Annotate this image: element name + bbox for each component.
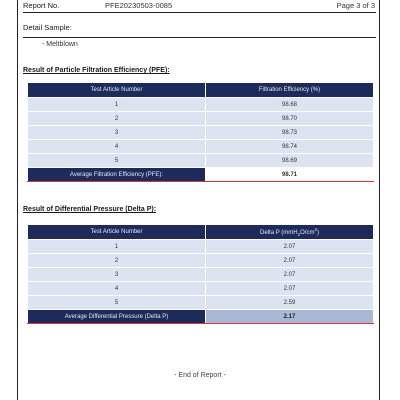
detail-sample-item: - Meltblown: [42, 41, 78, 48]
pfe-value-cell: 98.73: [206, 126, 374, 140]
pfe-value-cell: 98.69: [206, 154, 374, 168]
dp-value-cell: 2.59: [206, 296, 374, 310]
table-row: [28, 268, 374, 282]
dp-col-value-mid: O/cm: [300, 229, 315, 236]
dp-value-cell: 2.07: [206, 282, 374, 296]
report-number-label: Report No.: [23, 1, 60, 10]
dp-article-cell: 4: [28, 282, 206, 296]
report-number-value: PFE20230503-0085: [105, 1, 173, 10]
pfe-article-cell: 4: [28, 140, 206, 154]
detail-sample-label: Detail Sample:: [23, 23, 72, 32]
pfe-average-label: Average Filtration Efficiency (PFE):: [28, 168, 206, 182]
table-row: [28, 98, 374, 112]
table-row: [28, 296, 374, 310]
pfe-value-cell: 98.68: [206, 98, 374, 112]
pfe-table: [27, 82, 374, 182]
pfe-value-cell: 98.74: [206, 140, 374, 154]
pfe-col-article: Test Article Number: [28, 83, 206, 98]
pfe-average-row: [28, 168, 374, 182]
table-row: [28, 140, 374, 154]
dp-col-article: Test Article Number: [28, 225, 206, 240]
dp-col-value-prefix: Delta P (mmH: [260, 229, 298, 236]
detail-divider: [23, 37, 376, 38]
dp-average-value: 2.17: [206, 310, 374, 324]
dp-value-cell: 2.07: [206, 254, 374, 268]
dp-article-cell: 3: [28, 268, 206, 282]
dp-average-label: Average Differential Pressure (Delta P): [28, 310, 206, 324]
dp-col-value-sup: 2: [314, 226, 317, 232]
report-page: [17, 0, 380, 400]
dp-article-cell: 2: [28, 254, 206, 268]
report-header: [23, 0, 375, 12]
pfe-value-cell: 98.70: [206, 112, 374, 126]
dp-article-cell: 5: [28, 296, 206, 310]
pfe-average-value: 98.71: [206, 168, 374, 182]
pfe-article-cell: 1: [28, 98, 206, 112]
pfe-article-cell: 5: [28, 154, 206, 168]
table-row: [28, 154, 374, 168]
table-row: [28, 254, 374, 268]
pfe-header-row: [28, 83, 374, 98]
dp-average-row: [28, 310, 374, 324]
table-row: [28, 112, 374, 126]
dp-col-value: [206, 225, 374, 240]
dp-article-cell: 1: [28, 240, 206, 254]
header-divider: [23, 12, 376, 13]
dp-header-row: [28, 225, 374, 240]
dp-col-value-sub: 2: [297, 232, 301, 238]
table-row: [28, 240, 374, 254]
end-of-report: - End of Report -: [174, 372, 226, 379]
pfe-article-cell: 2: [28, 112, 206, 126]
pfe-article-cell: 3: [28, 126, 206, 140]
page-indicator: Page 3 of 3: [336, 1, 375, 10]
pfe-section-title: Result of Particle Filtration Efficiency (PFE):: [23, 67, 170, 74]
dp-table: [27, 224, 374, 324]
dp-section-title: Result of Differential Pressure (Delta P):: [23, 206, 157, 213]
dp-col-value-suffix: ): [316, 229, 319, 236]
table-row: [28, 282, 374, 296]
pfe-col-value: Filtration Efficiency (%): [206, 83, 374, 98]
table-row: [28, 126, 374, 140]
dp-value-cell: 2.07: [206, 268, 374, 282]
dp-value-cell: 2.07: [206, 240, 374, 254]
